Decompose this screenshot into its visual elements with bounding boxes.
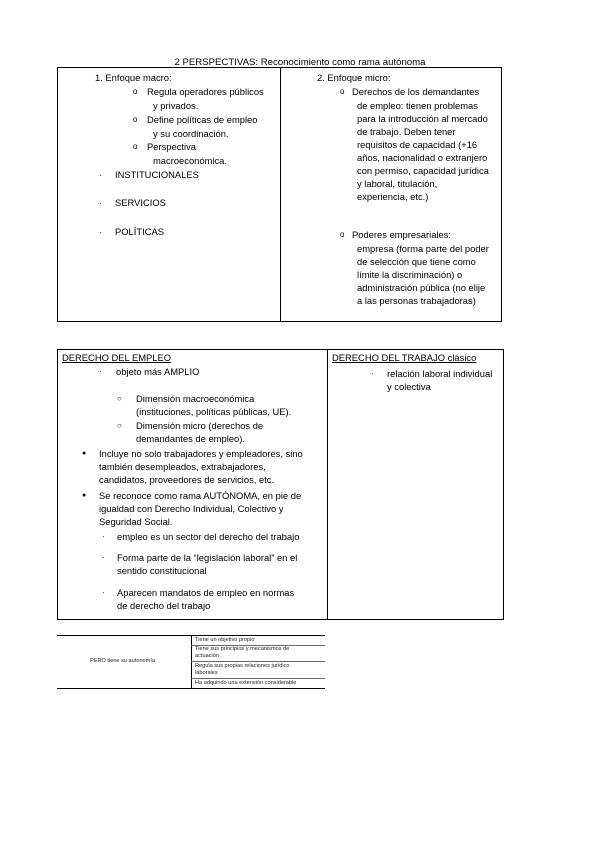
macro-subitem-cont: macroeconómica. <box>153 155 227 166</box>
dot-bullet-icon: · <box>102 532 105 541</box>
dot-bullet-icon: · <box>99 171 102 180</box>
row-rule <box>191 678 325 679</box>
autonomy-row: Tiene sus principios y mecanismos de actuación <box>195 646 290 659</box>
dimension-line: Dimensión micro (derechos de <box>136 420 264 431</box>
macro-subitem-cont: y su coordinación. <box>153 128 229 139</box>
dot-bullet-icon: · <box>371 369 374 378</box>
dot-bullet-icon: · <box>99 199 102 208</box>
dot-bullet-icon: · <box>102 588 105 597</box>
circle-bullet-icon: ○ <box>117 421 122 430</box>
empleo-subitem: Forma parte de la “legislación laboral” en el sentido constitucional <box>117 552 298 576</box>
dimension-line: (instituciones, políticas públicas, UE). <box>136 406 292 417</box>
macro-item: SERVICIOS <box>115 197 166 208</box>
autonomy-label: PERO tiene su autonomía <box>90 658 155 664</box>
circle-bullet-icon: o <box>340 230 345 239</box>
macro-heading: 1. Enfoque macro: <box>95 72 172 83</box>
autonomy-row: Regula sus propias relaciones jurídico laborales <box>195 663 290 676</box>
autonomy-row: Ha adquirido una extensión considerable <box>195 680 297 686</box>
trabajo-header: DERECHO DEL TRABAJO clásico <box>332 352 477 363</box>
filled-bullet-icon: ● <box>82 492 87 499</box>
macro-subitem-cont: y privados. <box>153 100 199 111</box>
dot-bullet-icon: · <box>102 553 105 562</box>
macro-subitem: Define políticas de empleo <box>147 114 258 125</box>
dimension-line: demandantes de empleo). <box>136 433 245 444</box>
bullet-paragraph: Incluye no solo trabajadores y empleadores, sino también desempleados, extrabajadores, candidatos, proveedores de servicios, etc. <box>99 448 303 485</box>
filled-bullet-icon: ● <box>82 450 87 457</box>
micro-point-label: Poderes empresariales: <box>352 229 452 240</box>
dot-bullet-icon: · <box>99 367 102 376</box>
dot-bullet-icon: · <box>99 228 102 237</box>
macro-item: INSTITUCIONALES <box>115 169 199 180</box>
circle-bullet-icon: o <box>340 87 345 96</box>
column-divider <box>191 635 192 689</box>
micro-heading: 2. Enfoque micro: <box>317 72 391 83</box>
micro-point2-lines: empresa (forma parte del poder de selección que tiene como límite la discriminación) o administración pública (no elije a las personas trabajadoras) <box>357 243 489 306</box>
trabajo-item: relación laboral individual y colectiva <box>387 368 493 392</box>
empleo-subitem: Aparecen mandatos de empleo en normas de derecho del trabajo <box>117 587 295 611</box>
perspectives-table <box>57 67 502 322</box>
circle-bullet-icon: o <box>133 115 138 124</box>
row-rule <box>191 661 325 662</box>
circle-bullet-icon: o <box>133 87 138 96</box>
macro-subitem: Perspectiva <box>147 141 196 152</box>
macro-subitem: Regula operadores públicos <box>147 86 264 97</box>
dimension-line: Dimensión macroeconómica <box>136 393 255 404</box>
empleo-header: DERECHO DEL EMPLEO <box>62 352 172 363</box>
comparison-table <box>57 349 504 620</box>
autonomy-row: Tiene un objetivo propio <box>195 637 255 643</box>
micro-point1-lines: de empleo: tienen problemas para la introducción al mercado de trabajo. Deben tener requisitos de capacidad (+16 años, nacionalidad o extranjero con permiso, capacidad jurídica y laboral, titulación, experiencia, etc.) <box>357 100 489 202</box>
empleo-item: objeto más AMPLIO <box>116 366 200 377</box>
micro-point-label: Derechos de los demandantes <box>352 86 480 97</box>
empleo-subitem: empleo es un sector del derecho del trabajo <box>117 531 300 542</box>
bullet-paragraph: Se reconoce como rama AUTÓNOMA, en pie de igualdad con Derecho Individual, Colectivo y Seguridad Social. <box>99 490 302 527</box>
circle-bullet-icon: ○ <box>117 394 122 403</box>
circle-bullet-icon: o <box>133 142 138 151</box>
autonomy-table <box>57 635 325 689</box>
page-title: 2 PERSPECTIVAS: Reconocimiento como rama autónoma <box>174 57 426 68</box>
column-divider <box>280 68 281 321</box>
macro-item: POLÍTICAS <box>115 226 164 237</box>
